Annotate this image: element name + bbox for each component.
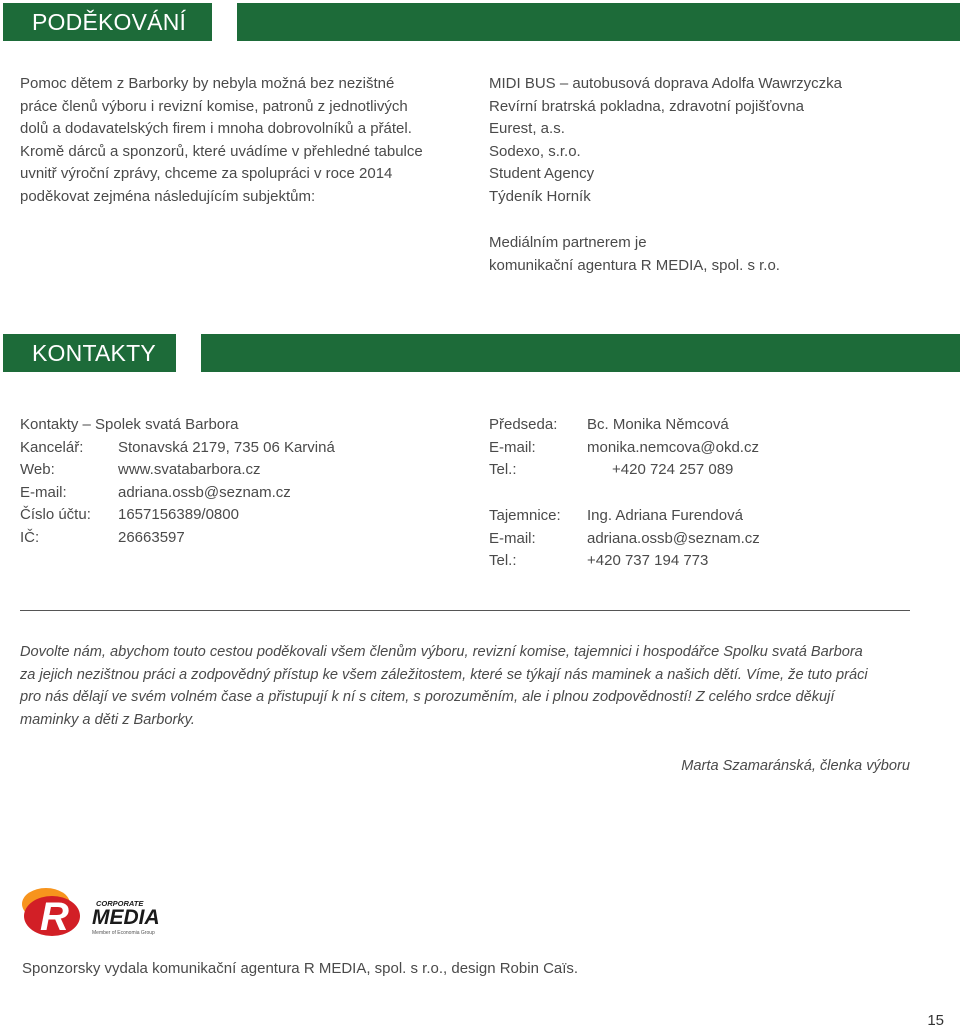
chair-contacts xyxy=(489,414,759,482)
contact-label: E-mail: xyxy=(489,529,536,547)
contact-value: +420 724 257 089 xyxy=(587,461,734,478)
secretary-contacts xyxy=(489,505,760,573)
sponsor-item: Student Agency xyxy=(489,165,595,182)
contact-row xyxy=(489,528,760,551)
org-contacts xyxy=(20,414,335,549)
logo-sub-text: Member of Economia Group xyxy=(92,930,155,936)
contact-row xyxy=(489,459,759,482)
email-link[interactable]: adriana.ossb@seznam.cz xyxy=(587,529,760,547)
contact-label: E-mail: xyxy=(20,483,67,501)
intro-line: Kromě dárců a sponzorů, které uvádíme v přehledné tabulce xyxy=(20,142,423,160)
contact-label: Tel.: xyxy=(489,461,517,478)
web-link[interactable]: www.svatabarbora.cz xyxy=(118,461,261,478)
sponsor-item: Sodexo, s.r.o. xyxy=(489,142,581,160)
contact-label: Tajemnice: xyxy=(489,507,561,524)
media-partner-line: komunikační agentura R MEDIA, spol. s r.o. xyxy=(489,256,780,274)
thanks-intro xyxy=(20,73,423,208)
section-heading-contacts: KONTAKTY xyxy=(3,334,176,372)
contact-row xyxy=(489,414,759,437)
sponsor-item: Týdeník Horník xyxy=(489,187,591,205)
intro-line: práce členů výboru i revizní komise, patronů z jednotlivých xyxy=(20,97,408,115)
intro-line: uvnitř výroční zprávy, chceme za spolupráci v roce 2014 xyxy=(20,165,393,182)
closing-line: za jejich nezištnou práci a zodpovědný přístup ke všem záležitostem, které se týkají nás maminek a našich dětí. Víme, že tuto práci xyxy=(20,666,868,683)
sponsor-item: Revírní bratrská pokladna, zdravotní pojišťovna xyxy=(489,97,804,115)
contact-row xyxy=(489,550,760,573)
closing-line: maminky a děti z Barborky. xyxy=(20,711,195,728)
contact-row xyxy=(20,482,335,505)
page-number: 15 xyxy=(927,1012,944,1029)
heading-bar-contacts xyxy=(201,334,960,372)
signature: Marta Szamaránská, členka výboru xyxy=(681,758,910,774)
closing-line: pro nás dělají ve svém volném čase a přistupují k ní s citem, s porozuměním, ale i plnou zodpovědností! Z celého srdce děkují xyxy=(20,689,835,705)
contact-value: Ing. Adriana Furendová xyxy=(587,507,743,524)
logo-main-text: MEDIA xyxy=(92,906,160,929)
media-partner xyxy=(489,232,780,277)
contact-row xyxy=(20,504,335,527)
contact-label: Tel.: xyxy=(489,552,517,569)
sponsor-list xyxy=(489,73,842,208)
footer-credit: Sponzorsky vydala komunikační agentura R MEDIA, spol. s r.o., design Robin Caïs. xyxy=(22,960,579,977)
contact-value: Bc. Monika Němcová xyxy=(587,416,729,433)
contact-row xyxy=(489,505,760,528)
contact-label: E-mail: xyxy=(489,438,536,456)
contact-row xyxy=(20,437,335,460)
email-link[interactable]: monika.nemcova@okd.cz xyxy=(587,438,759,456)
email-link[interactable]: adriana.ossb@seznam.cz xyxy=(118,483,291,501)
contact-row xyxy=(20,459,335,482)
closing-line: Dovolte nám, abychom touto cestou poděkovali všem členům výboru, revizní komise, tajemnici i hospodářce Spolku svatá Barbora xyxy=(20,644,863,660)
contact-value: Stonavská 2179, 735 06 Karviná xyxy=(118,438,335,456)
contact-label: IČ: xyxy=(20,528,40,546)
divider xyxy=(20,610,910,611)
contact-label: Web: xyxy=(20,461,55,478)
intro-line: dolů a dodavatelských firem i mnoha dobrovolníků a přátel. xyxy=(20,120,412,137)
media-partner-line: Mediálním partnerem je xyxy=(489,234,647,251)
org-title: Kontakty – Spolek svatá Barbora xyxy=(20,416,239,433)
contact-value: +420 737 194 773 xyxy=(587,552,709,569)
r-media-logo xyxy=(20,882,180,944)
intro-line: poděkovat zejména následujícím subjektům: xyxy=(20,187,316,205)
contact-value: 26663597 xyxy=(118,528,185,546)
contact-label: Předseda: xyxy=(489,416,558,433)
logo-letter: R xyxy=(40,895,69,939)
logo-top-text: CORPORATE xyxy=(96,899,144,908)
contact-label: Kancelář: xyxy=(20,438,84,456)
contact-row xyxy=(20,527,335,550)
closing-text xyxy=(20,641,868,731)
contact-value: 1657156389/0800 xyxy=(118,506,239,523)
section-heading-thanks: PODĚKOVÁNÍ xyxy=(3,3,212,41)
sponsor-item: MIDI BUS – autobusová doprava Adolfa Wawrzyczka xyxy=(489,75,842,92)
contact-row xyxy=(489,437,759,460)
heading-bar-thanks xyxy=(237,3,960,41)
sponsor-item: Eurest, a.s. xyxy=(489,120,565,137)
intro-line: Pomoc dětem z Barborky by nebyla možná bez nezištné xyxy=(20,75,395,92)
contact-label: Číslo účtu: xyxy=(20,506,91,523)
